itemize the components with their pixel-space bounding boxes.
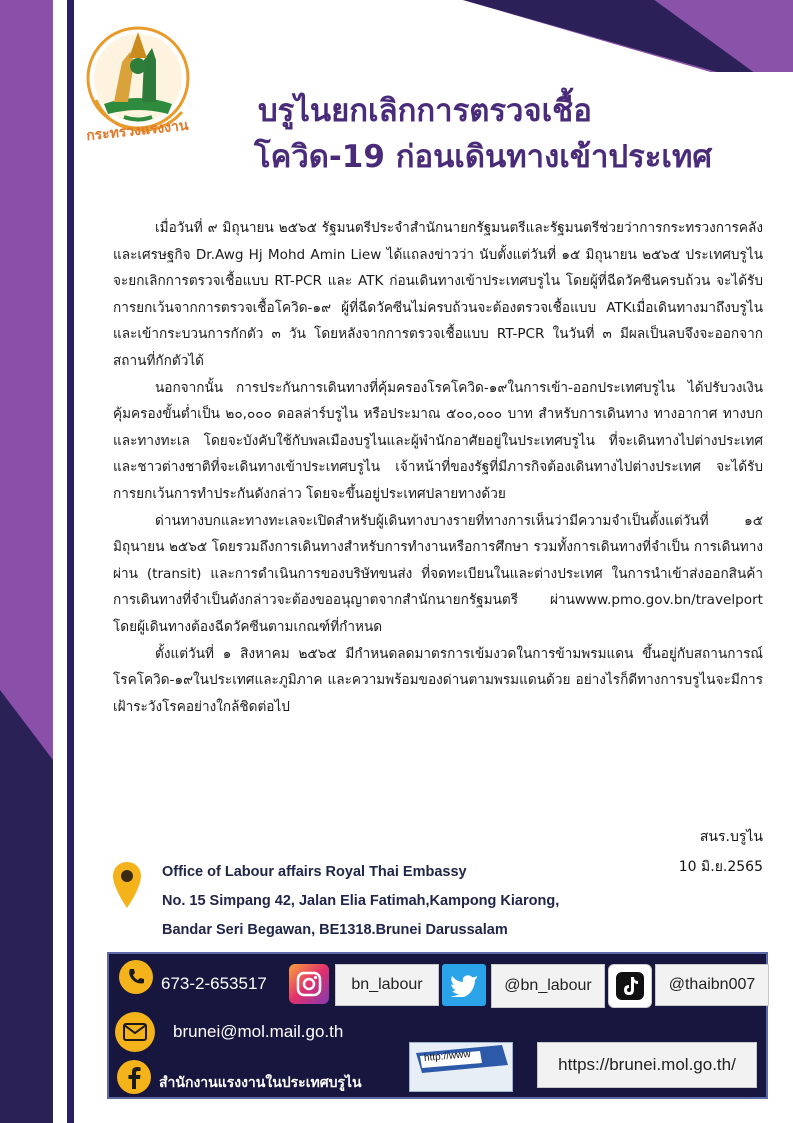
logo-text: กระทรวงแรงงาน — [85, 117, 190, 145]
location-pin-icon — [112, 860, 142, 910]
website-link[interactable]: https://brunei.mol.go.th/ — [537, 1042, 757, 1088]
paragraph-2: นอกจากนั้น การประกันการเดินทางที่คุ้มครองโรคโควิด-๑๙ในการเข้า-ออกประเทศบรูไน ได้ปรับวงเงินคุ้มครองขั้นต่ำเป็น ๒๐,๐๐๐ ดอลล่าร์บรูไน หรือประมาณ ๕๐๐,๐๐๐ บาท สำหรับการเดินทาง ทางอากาศ ทางบก และทางทะเล โดยจะบังคับใช้กับพลเมืองบรูไนและผู้พำนักอาศัยอยู่ในประเทศบรูไน ที่จะเดินทางไปต่างประเทศ และชาวต่างชาติที่จะเดินทางเข้าประเทศบรูไน เจ้าหน้าที่ของรัฐที่มีภารกิจต้องเดินทางไปต่างประเทศ จะได้รับการยกเว้นการทำประกันดังกล่าว โดยจะขึ้นอยู่ประเทศปลายทางด้วย — [113, 379, 763, 502]
office-address — [162, 858, 559, 945]
tiktok-handle[interactable]: @thaibn007 — [655, 964, 769, 1006]
title-line-1: บรูไนยกเลิกการตรวจเชื้อ — [258, 93, 592, 129]
www-badge-icon — [409, 1042, 513, 1092]
facebook-icon — [117, 1060, 151, 1094]
instagram-icon — [289, 964, 329, 1004]
signature-org: สนร.บรูไน — [699, 829, 763, 845]
article-body — [113, 215, 763, 720]
twitter-icon — [442, 964, 486, 1006]
left-vertical-rule — [67, 0, 74, 1123]
phone-number[interactable]: 673-2-653517 — [161, 974, 267, 993]
twitter-handle[interactable]: @bn_labour — [491, 964, 605, 1008]
address-line-3: Bandar Seri Begawan, BE1318.Brunei Darussalam — [162, 922, 508, 938]
email-icon — [115, 1012, 155, 1052]
tiktok-icon — [608, 964, 652, 1008]
paragraph-3: ด่านทางบกและทางทะเลจะเปิดสำหรับผู้เดินทางบางรายที่ทางการเห็นว่ามีความจำเป็นตั้งแต่วันที่ ๑๕ มิถุนายน ๒๕๖๕ โดยรวมถึงการเดินทางสำหรับการทำงานหรือการศึกษา รวมทั้งการเดินทางที่จำเป็น การเดินทางผ่าน (transit) และการดำเนินการของบริษัทขนส่ง ที่จดทะเบียนในและต่างประเทศ ในการนำเข้าส่งออกสินค้าการเดินทางที่จำเป็นดังกล่าวจะต้องขออนุญาตจากสำนักนายกรัฐมนตรี ผ่านwww.pmo.gov.bn/travelport โดยผู้เดินทางต้องฉีดวัคซีนตามเกณฑ์ที่กำหนด — [113, 512, 763, 635]
instagram-handle[interactable]: bn_labour — [335, 964, 439, 1006]
address-line-2: No. 15 Simpang 42, Jalan Elia Fatimah,Kampong Kiarong, — [162, 893, 560, 909]
facebook-page[interactable]: สำนักงานแรงงานในประเทศบรูไน — [159, 1075, 362, 1091]
ministry-of-labour-logo — [84, 22, 224, 152]
paragraph-1: เมื่อวันที่ ๙ มิถุนายน ๒๕๖๕ รัฐมนตรีประจำสำนักนายกรัฐมนตรีและรัฐมนตรีช่วยว่าการกระทรวงการคลังและเศรษฐกิจ Dr.Awg Hj Mohd Amin Liew ได้แถลงข่าวว่า นับตั้งแต่วันที่ ๑๕ มิถุนายน ๒๕๖๕ ประเทศบรูไนจะยกเลิกการตรวจเชื้อแบบ RT-PCR และ ATK ก่อนเดินทางเข้าประเทศบรูไน โดยผู้ที่ฉีดวัคซีนครบถ้วน จะได้รับการยกเว้นจากการตรวจเชื้อโควิด-๑๙ ผู้ที่ฉีดวัคซีนไม่ครบถ้วนจะต้องตรวจเชื้อแบบ ATKเมื่อเดินทางมาถึงบรูไน และเข้ากระบวนการกักตัว ๓ วัน โดยหลังจากการตรวจเชื้อแบบ RT-PCR ในวันที่ ๓ มีผลเป็นลบจึงจะออกจากสถานที่กักตัวได้ — [113, 220, 763, 369]
page-title — [254, 88, 788, 180]
paragraph-4: ตั้งแต่วันที่ ๑ สิงหาคม ๒๕๖๕ มีกำหนดลดมาตรการเข้มงวดในการข้ามพรมแดน ขึ้นอยู่กับสถานการณ์โรคโควิด-๑๙ในประเทศและภูมิภาค และความพร้อมของด่านตามพรมแดนด้วย อย่างไรก็ดีทางการบรูไนจะมีการเฝ้าระวังโรคอย่างใกล้ชิดต่อไป — [113, 645, 763, 715]
www-badge-text: http://www — [423, 1048, 472, 1065]
phone-icon — [119, 960, 153, 994]
email-address[interactable]: brunei@mol.mail.go.th — [173, 1022, 344, 1041]
signature-block — [679, 822, 763, 882]
contact-panel — [107, 952, 768, 1099]
signature-date: 10 มิ.ย.2565 — [678, 859, 763, 875]
address-line-1: Office of Labour affairs Royal Thai Embassy — [162, 864, 467, 880]
title-line-2: โควิด-19 ก่อนเดินทางเข้าประเทศ — [254, 139, 713, 175]
